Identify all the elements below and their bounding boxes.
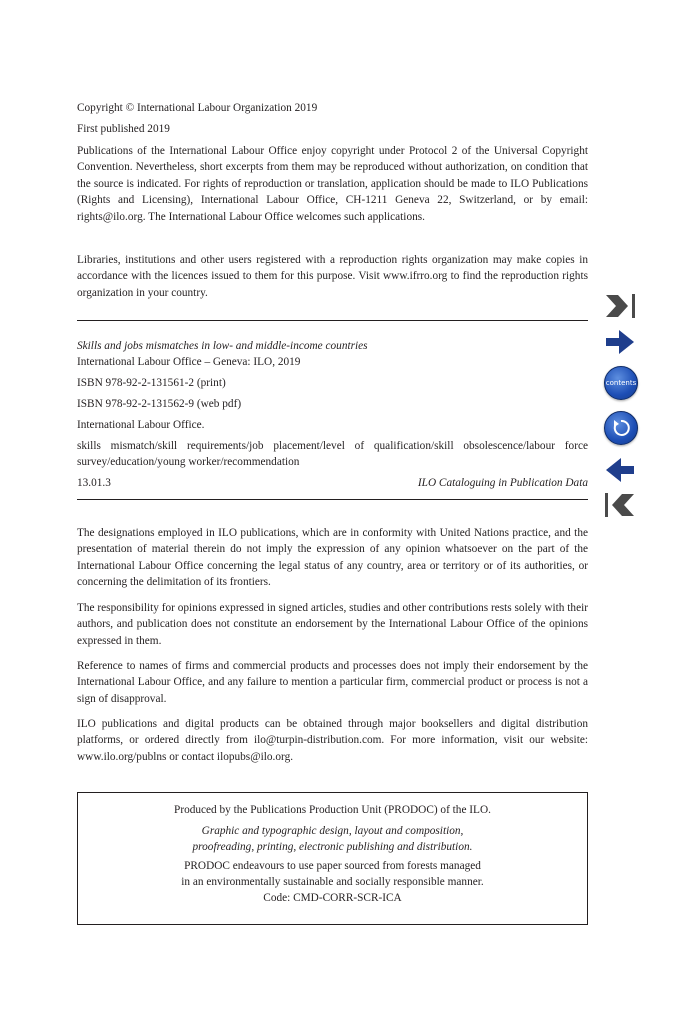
divider-top [77, 320, 588, 321]
production-line-5: in an environmentally sustainable and socially responsible manner. [181, 876, 484, 888]
disclaimer-designations: The designations employed in ILO publications, which are in conformity with United Nations practice, and the presentation of material therein do not imply the expression of any opinion whatsoever on the part of the International Labour Office concerning the legal status of any country, area or territory or of its authorities, or concerning the delimitation of its frontiers. [77, 527, 588, 589]
production-code: Code: CMD-CORR-SCR-ICA [263, 892, 402, 904]
isbn-print: ISBN 978-92-2-131561-2 (print) [77, 377, 226, 389]
production-box [77, 792, 588, 925]
back-icon[interactable] [604, 411, 638, 445]
reproduction-rights-paragraph: Libraries, institutions and other users registered with a reproduction rights organization may make copies in accordance with the licences issued to them for this purpose. Visit www.ifrro.org to find the reproduction rights organization in your country. [77, 254, 588, 299]
production-line-1: Produced by the Publications Production Unit (PRODOC) of the ILO. [174, 804, 491, 816]
cip-label: ILO Cataloguing in Publication Data [417, 477, 588, 489]
catalogue-publisher: International Labour Office – Geneva: ILO, 2019 [77, 356, 301, 368]
production-line-3: proofreading, printing, electronic publishing and distribution. [192, 841, 473, 853]
isbn-web: ISBN 978-92-2-131562-9 (web pdf) [77, 398, 242, 410]
production-line-4: PRODOC endeavours to use paper sourced from forests managed [184, 860, 481, 872]
production-line-2: Graphic and typographic design, layout and composition, [201, 825, 464, 837]
next-page-icon[interactable] [602, 327, 638, 357]
catalogue-code: 13.01.3 [77, 477, 111, 489]
divider-bottom [77, 499, 588, 500]
catalogue-author: International Labour Office. [77, 419, 205, 431]
catalogue-title: Skills and jobs mismatches in low- and middle-income countries [77, 340, 368, 352]
contents-label: contents [605, 379, 637, 387]
disclaimer-responsibility: The responsibility for opinions expressed in signed articles, studies and other contributions rests solely with their authors, and publication does not constitute an endorsement by the International Labour Office of the opinions expressed in them. [77, 602, 588, 647]
catalogue-keywords: skills mismatch/skill requirements/job placement/level of qualification/skill obsolescence/labour force survey/education/young worker/recommendation [77, 440, 588, 469]
disclaimer-reference: Reference to names of firms and commercial products and processes does not imply their endorsement by the International Labour Office, and any failure to mention a particular firm, commercial product or process is not a sign of disapproval. [77, 660, 588, 705]
previous-page-icon[interactable] [602, 455, 638, 485]
copyright-paragraph: Publications of the International Labour Office enjoy copyright under Protocol 2 of the Universal Copyright Convention. Nevertheless, short excerpts from them may be reproduced without authorization, on condition that the source is indicated. For rights of reproduction or translation, application should be made to ILO Publications (Rights and Licensing), International Labour Office, CH-1211 Geneva 22, Switzerland, or by email: rights@ilo.org. The International Labour Office welcomes such applications. [77, 145, 588, 223]
disclaimer-availability: ILO publications and digital products can be obtained through major booksellers and digital distribution platforms, or ordered directly from ilo@turpin-distribution.com. For more information, visit our website: www.ilo.org/publns or contact ilopubs@ilo.org. [77, 718, 588, 763]
contents-icon[interactable] [604, 366, 638, 400]
first-published-line: First published 2019 [77, 123, 170, 135]
first-page-icon[interactable] [602, 490, 638, 520]
copyright-line: Copyright © International Labour Organization 2019 [77, 102, 318, 114]
last-page-icon[interactable] [602, 291, 638, 321]
